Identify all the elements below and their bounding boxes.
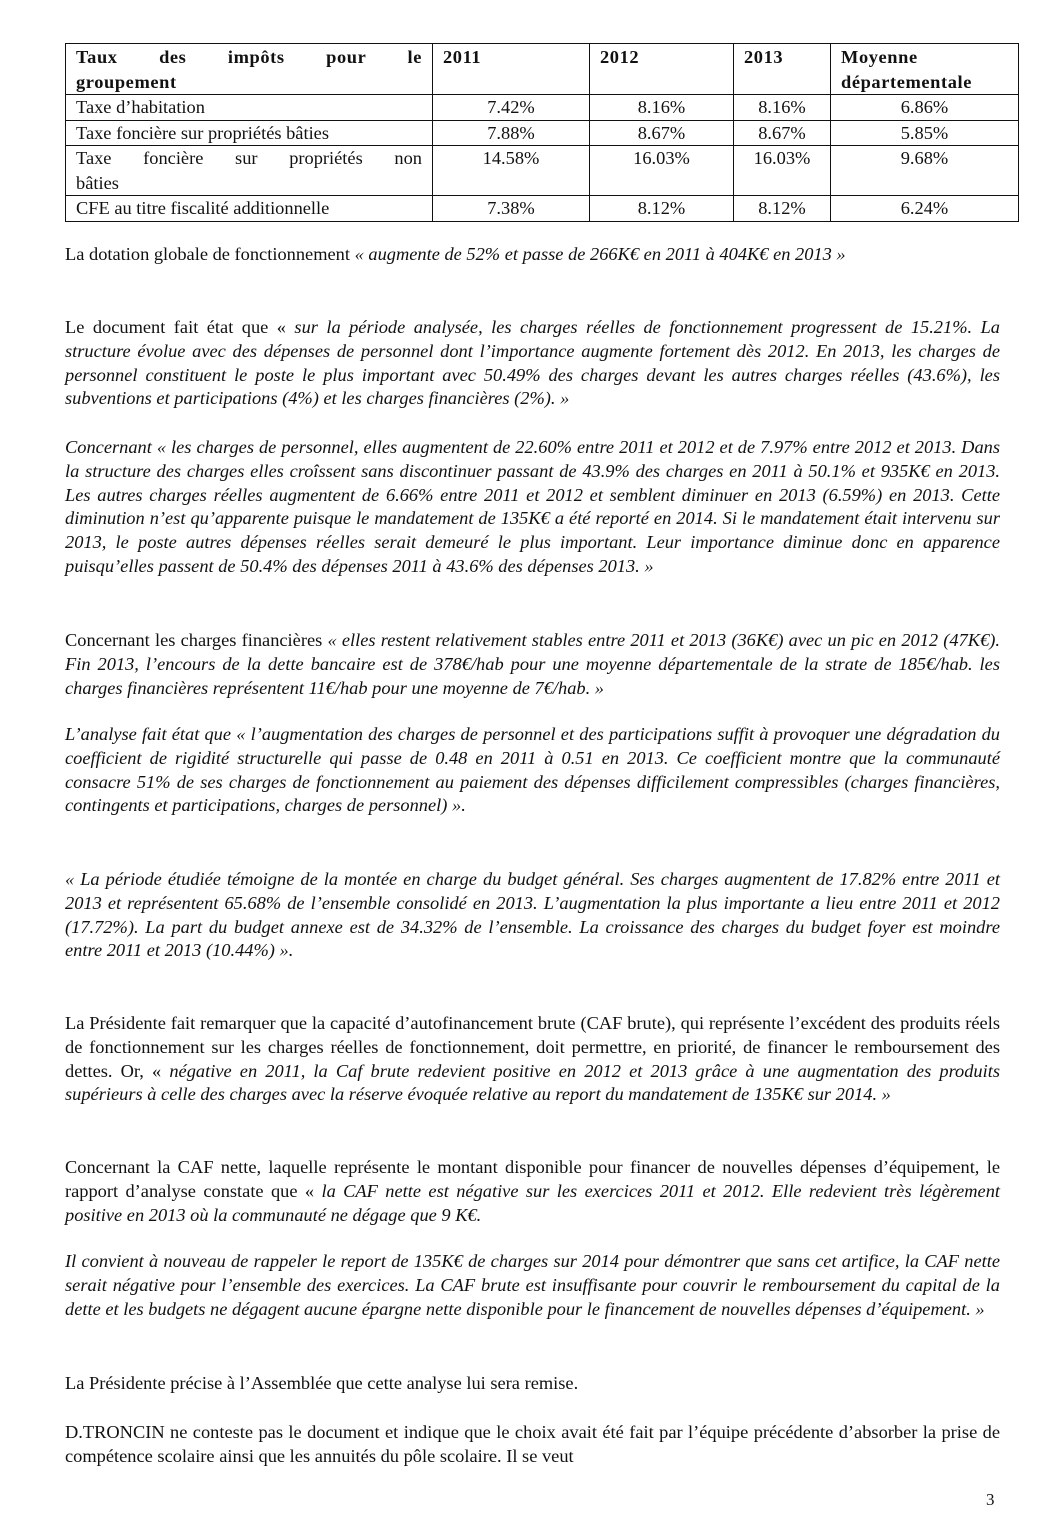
header-2013: 2013 [734, 44, 831, 95]
cell-moyenne: 6.24% [831, 196, 1019, 222]
row-label: CFE au titre fiscalité additionnelle [66, 196, 433, 222]
table-row [66, 146, 1019, 196]
paragraph-caf-nette: Concernant la CAF nette, laquelle représente le montant disponible pour financer de nouvelles dépenses d’équipement, le rapport d’analyse constate que « la CAF nette est négative sur les exercices 2011 et 2012. Elle redevient très légèrement positive en 2013 où la communauté ne dégage que 9 K€. [65, 1157, 1000, 1225]
cell-2013: 8.12% [734, 196, 831, 222]
cell-2011: 7.42% [433, 95, 590, 121]
row-label: Taxe d’habitation [66, 95, 433, 121]
paragraph-report-charges: Il convient à nouveau de rappeler le report de 135K€ de charges sur 2014 pour démontrer que sans cet artifice, la CAF nette serait négative pour l’ensemble des exercices. La CAF brute est insuffisante pour couvrir le remboursement du capital de la dette et les budgets ne dégagent aucune épargne nette disponible pour le financement de nouvelles dépenses d’équipement. » [65, 1251, 1000, 1319]
cell-2012: 16.03% [590, 146, 734, 196]
cell-2011: 7.38% [433, 196, 590, 222]
cell-moyenne: 5.85% [831, 120, 1019, 146]
paragraph-rigidite: L’analyse fait état que « l’augmentation des charges de personnel et des participations suffit à provoquer une dégradation du coefficient de rigidité structurelle qui passe de 0.48 en 2011 à 0.51 en 2013. Ce coefficient montre que la communauté consacre 51% de ses charges de fonctionnement au paiement des dépenses difficilement compressibles (charges financières, contingents et participations, charges de personnel) ». [65, 724, 1000, 816]
table-row [66, 196, 1019, 222]
header-moyenne: Moyenne départementale [831, 44, 1019, 95]
table-header-row [66, 44, 1019, 95]
cell-2012: 8.12% [590, 196, 734, 222]
paragraph-troncin: D.TRONCIN ne conteste pas le document et indique que le choix avait été fait par l’équipe précédente d’absorber la prise de compétence scolaire ainsi que les annuités du pôle scolaire. Il se veut [65, 1422, 1000, 1466]
header-label: Taux des impôts pour le groupement [66, 44, 433, 95]
row-label: Taxe foncière sur propriétés non bâties [66, 146, 433, 196]
paragraph-presidente: La Présidente précise à l’Assemblée que cette analyse lui sera remise. [65, 1373, 579, 1393]
cell-2013: 16.03% [734, 146, 831, 196]
paragraph-caf-brute: La Présidente fait remarquer que la capacité d’autofinancement brute (CAF brute), qui représente l’excédent des produits réels de fonctionnement sur les charges réelles de fonctionnement, doit permettre, en priorité, de financer le remboursement des dettes. Or, « négative en 2011, la Caf brute redevient positive en 2012 et 2013 grâce à une augmentation des produits supérieurs à celle des charges avec la réserve évoquée relative au report du mandatement de 135K€ sur 2014. » [65, 1013, 1000, 1105]
paragraph-document-charges: Le document fait état que « sur la période analysée, les charges réelles de fonctionnement progressent de 15.21%. La structure évolue avec des dépenses de personnel dont l’importance augmente fortement dès 2012. En 2013, les charges de personnel constituent le poste le plus important avec 50.49% des charges devant les autres charges réelles (43.6%), les subventions et participations (4%) et les charges financières (2%). » [65, 317, 1000, 409]
paragraph-charges-personnel: Concernant « les charges de personnel, elles augmentent de 22.60% entre 2011 et 2012 et de 7.97% entre 2012 et 2013. Dans la structure des charges elles croîssent sans discontinuer passant de 43.9% des charges en 2011 à 50.1% et 935K€ en 2013. Les autres charges réelles augmentent de 6.66% entre 2011 et 2012 et semblent diminuer en 2013 (6.59%) en 2013. Cette diminution n’est qu’apparente puisque le mandatement de 135K€ a été reporté en 2014. Si le mandatement était intervenu sur 2013, le poste autres dépenses réelles serait demeuré le plus important. Leur importance diminue donc en apparence puisqu’elles passent de 50.4% des dépenses 2011 à 43.6% des dépenses 2013. » [65, 437, 1000, 576]
page-number: 3 [986, 1490, 995, 1509]
cell-2011: 14.58% [433, 146, 590, 196]
cell-2012: 8.16% [590, 95, 734, 121]
cell-2013: 8.16% [734, 95, 831, 121]
cell-moyenne: 9.68% [831, 146, 1019, 196]
header-2012: 2012 [590, 44, 734, 95]
paragraph-charges-financieres: Concernant les charges financières « elles restent relativement stables entre 2011 et 2013 (36K€) avec un pic en 2012 (47K€). Fin 2013, l’encours de la dette bancaire est de 378€/hab pour une moyenne départementale de la strate de 185€/hab. les charges financières représentent 11€/hab pour une moyenne de 7€/hab. » [65, 630, 1000, 698]
tax-rates-table [65, 43, 1019, 222]
table-row [66, 95, 1019, 121]
paragraph-dotation: La dotation globale de fonctionnement « augmente de 52% et passe de 266K€ en 2011 à 404K€ en 2013 » [65, 244, 846, 264]
cell-2011: 7.88% [433, 120, 590, 146]
paragraph-budget-general: « La période étudiée témoigne de la montée en charge du budget général. Ses charges augmentent de 17.82% entre 2011 et 2013 et représentent 65.68% de l’ensemble consolidé en 2013. L’augmentation la plus importante a lieu entre 2011 et 2012 (17.72%). La part du budget annexe est de 34.32% de l’ensemble. La croissance des charges du budget foyer est moindre entre 2011 et 2013 (10.44%) ». [65, 869, 1000, 961]
row-label: Taxe foncière sur propriétés bâties [66, 120, 433, 146]
cell-moyenne: 6.86% [831, 95, 1019, 121]
cell-2013: 8.67% [734, 120, 831, 146]
table-row [66, 120, 1019, 146]
cell-2012: 8.67% [590, 120, 734, 146]
header-2011: 2011 [433, 44, 590, 95]
